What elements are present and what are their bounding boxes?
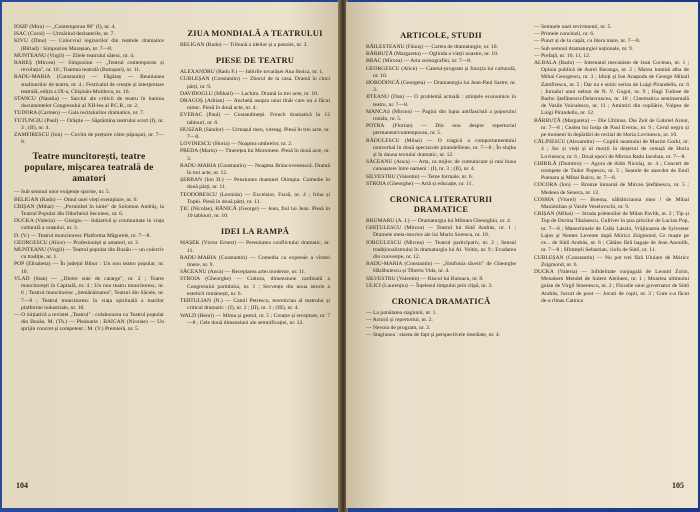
index-entry: ZAMFIRESCU (Ion) — Cuvînt de prețuire către păpușari, nr. 7—8. <box>14 132 164 146</box>
index-entry: RADU-MARIA (Constantin) — Comedia ca expresie a vîrstei tinere, nr. 9. <box>180 254 330 269</box>
index-entry: — Stagiunea : starea de fapt și perspectivele imediate, nr. 4. <box>366 331 501 338</box>
section-title-plays: PIESE DE TEATRU <box>215 55 295 66</box>
index-entry: — Actorii și repertoriul, nr. 2. <box>366 317 433 324</box>
index-entry: — Primele concluzii, nr. 6. <box>534 31 595 38</box>
index-entry: BELIGAN (Radu) — Omul unei vieți exemplare, nr. 6. <box>14 196 138 203</box>
index-entry: BĂILESTEANU (Fănuș) — Cartea de dramaturgie, nr. 10. <box>366 44 498 50</box>
index-entry: BĂRBUȚĂ (Margareta) — Die Ultimas. Die Zeit de Gabriel Arout, nr. 7—8 ; Cealea lui Iosip de Paul Everac, nr. 9 ; Cerul negru și pe moment în depărtări de recital de Horia Lovinescu, nr. 10. <box>534 117 689 139</box>
index-entry: STROIA (Gheorghe) — Artă și educație, nr. 11. <box>366 180 473 187</box>
index-entry: — Nevoia de program, nr. 3. <box>366 324 431 331</box>
index-entry: — O inițiativă a revistei „Teatrul" : colaborarea cu Teatrul popular din Buzău. M. (Th.) — Pledoarie ; BAICAN (Nicolae) — Un sprijin concret și competent ; M. (V.) Premieră, nr. 5. <box>14 311 164 333</box>
index-entry: IOSIF (Mira) — „Contemporan 80" (I), nr. 4. <box>14 24 116 30</box>
section-title-ideas-at-ramp: IDEI LA RAMPĂ <box>220 226 290 237</box>
index-entry: — Prefață, nr. 10, 11, 12. <box>534 52 591 59</box>
index-entry: POTRA (Florian) — Din nou despre repertoriul permanent/contemporan, nr. 5. <box>366 123 516 137</box>
index-entry: STANCU (Natalia) — Sarcini ale criticii de teatru în lumina documentelor Congresului al XII-lea al P.C.R., nr. 2. <box>14 96 164 110</box>
index-entry: SĂCEANU (Anca) — Receptarea artei moderne, nr. 11. <box>180 269 306 276</box>
index-entry: TUDORA (Carmen) — Gala recitalurilor dramatice, nr. 7. <box>14 110 145 117</box>
index-entry: D. (V.) — Teatrul muncitoresc Platforma Măgurele, nr. 7—8. <box>14 232 151 239</box>
index-entry: BRUMARU (A. I.) — Dramaturgia lui Mihnea Gheorghiu, nr. 4. <box>366 218 512 225</box>
index-entry: JITEANU (Dan) — O problemă actuală : științele economice în teatru, nr. 7—8. <box>366 94 516 108</box>
page-number-left: 104 <box>16 481 28 490</box>
right-column-1 <box>366 24 516 339</box>
left-column-2 <box>180 22 330 327</box>
section-title-dramatic-chronicle: CRONICA DRAMATICĂ <box>391 296 491 307</box>
index-entry: MANCAȘ (Mircea) — Pagini din lupta antifascistă a poporului român, nr. 5. <box>366 108 516 123</box>
index-entry: LOVINESCU (Horia) — Noaptea umbrelor, nr. 2. <box>180 141 293 148</box>
index-entry: CHIRILĂ (Dumitru) — Agora de Aldo Nicolaj, nr. 4 ; Concert de trompete de Tudor Popescu, nr. 5 ; Searele de anecdot de Emil Poenaru și Mihai Raicu, nr. 7—8. <box>534 160 689 182</box>
index-entry: CUBLEȘAN (Constantin) — Nu pot trei fără Ululare de Móricz Zsigmond, nr. 6. <box>534 254 689 268</box>
index-entry: DUCKA (Valeria) — Giurgiu — Inițiativă și continuitate în viața culturală a orașului, nr. 3. <box>14 218 164 232</box>
index-entry: RADU-MARIA (Constantin) — „Simfonia tăcerii" de Gheorghe Hărăbulescu și Tiberiu Vida, nr. 4. <box>366 261 516 275</box>
page-number-right: 105 <box>672 481 684 490</box>
index-entry: IORGULESCU (Mircea) — Teatrul participativ, nr. 2 ; Sensul tradiționalismului în dramaturgia lui Al. Voitin, nr. 9 ; Evadarea din convenție, nr. 12. <box>366 239 516 261</box>
index-entry: GEORGESCU (Alice) — Caietul-program și funcția lui culturală, nr. 10. <box>366 65 516 79</box>
index-entry: — La jumătatea stagiunii, nr. 1. <box>366 310 437 317</box>
index-entry: PREDA (Marin) — Tinerețea lui Moromete. Piesă în două acte, nr. 3. <box>180 148 330 162</box>
index-entry: MAȘEK (Victor Ernest) — Perenitatea conflictului dramatic, nr. 11. <box>180 240 330 254</box>
index-entry: CRIȘAN (Mihai) — „Porumbel în iunie" de Solomon Andrăș, la Teatrul Popular din Odorheiul Secuiesc, nr. 6. <box>14 203 164 218</box>
index-entry: DUCKA (Valeria) — Infidelitate conjugală de Leonid Zorin, Menahem Mendel de Sulem Aleihem, nr. 1 ; Moartea ultimului golan de Virgil Stoenescu, nr. 2 ; Floralie unui guvernator de Sütő András, Jocurt de poot — Jocuri de copii, nr. 3 ; Cum s-a făcut de-a rîmas Catinca <box>534 268 689 304</box>
index-entry: POP (Elisabeta) — În județul Bihor : Un nou teatru popular, nr. 10. <box>14 261 164 275</box>
index-entry: GHIȚULESCU (Mircea) — Teatrul lui Sütő András, nr. 1 ; Dramele meta-istorice ale lui Marin Sorescu, nr. 10. <box>366 225 516 239</box>
index-entry: SILVESTRU (Valentin) — Teme formale, nr. 6. <box>366 173 473 180</box>
index-entry: VLAD (Stan) — „Dintre sute de catarge", nr. 2 ; Teatre muncitorești în Capitală, nr. 4 ; Un nou teatru muncitoresc, nr. 6 ; Teatrul muncitoresc „Semănătoarea", Teatrul din Săcele, nr. 7—8 ; Teatrul muncitoresc în viața spirituală a marilor platforme industriale, nr. 10. <box>14 275 164 311</box>
index-entry: STROIA (Gheorghe) — Cultura, dimensiune cardinală a Congresului partidului, nr. 1 ; Secvențe din noua istorie a esteticii românești, nr. 6. <box>180 276 330 297</box>
index-entry: CUBLEȘAN (Constantin) — Zborul de la casa. Dramă în cinci părți, nr. 9. <box>180 76 330 90</box>
index-entry: RAREȘ (Mircea) — Simpozion — „Teatrul contemporan și revoluția", nr. 10 ; Toamna teatrală (Botoșani), nr. 11. <box>14 60 164 74</box>
index-entry: KIVU (Dinu) — Colocviul regizorilor din teatrele dramatice (Bîrlad) : Simpozion Mureșian, nr. 7—8. <box>14 38 164 52</box>
index-entry: BĂRBUȚĂ (Margareta) — Oglinda a vieții noastre, nr. 10. <box>366 51 499 58</box>
index-entry: CĂLINESCU (Alexandru) — Copilii neamului de Maxim Gorki, nr. 4 ; Joc și vieți și al morții în deșertul de cenușă de Horia Lovinescu, nr. 6 ; Două epoci de Mircea Radu Iacoban, nr. 7—8. <box>534 139 689 160</box>
index-entry: RADU-MARIA (Constantin) — Noaptea Brâncovenească. Dramă în trei acte, nr. 12. <box>180 162 330 177</box>
index-entry: DRAGOȘ (Adrian) — Anchetă asupra unui tînăr care nu a făcut nimic. Piesă în două acte, nr. 4. <box>180 98 330 112</box>
index-entry: MUNTEANU (Virgil) — Zilele teatrului sătesc, nr. 4. <box>14 52 135 59</box>
index-entry: ȘERBAN (Ion D.) — Pensiunea doamnei Olimpia. Comedie în două părți, nr. 11. <box>180 177 330 191</box>
index-entry: — Sub semnul dramaturgiei naționale, nr. 9. <box>534 45 634 52</box>
index-entry: SĂCEANU (Anca) — Arta, ca mijloc de comunicare și mai buna cunoaștere între oameni : (I), nr. 3 ; (II), nr. 4. <box>366 159 516 173</box>
index-entry: CRIȘAN (Mihai) — Strada prietenilor de Milan Pavlík, nr. 2 ; Tip și Top de Dorina Tănăsescu, Gulliver în țara piticilor de Lucian Pop, nr. 7—8 ; Manechinele de Csiki László, Vrăjitoarea de Sylvester Lajos și Nemes Levente după Móricz Zsigmond, Ce maște pe ce... de Sütő András, nr. 6 ; Cătăne fără bagaje de Jean Anouilh, nr. 7—8 ; Sfinteștii Sebastian, ciofu de Sütő, nr. 11. <box>534 211 690 254</box>
index-entry: — Semnele unei revirimenti, nr. 5. <box>534 24 612 30</box>
index-entry: DAVIDOGLU (Mihail) — Lachim. Dramă în trei acte, nr. 10. <box>180 90 319 97</box>
section-title-articles: ARTICOLE, STUDII <box>400 30 482 40</box>
section-title-amateur-theatre: Teatre muncitorești, teatre populare, mișcarea teatrală de amatori <box>24 152 154 185</box>
left-column-1 <box>14 24 164 334</box>
index-entry: TEODORESCU (Leonida) — Excelsior, Farsă, nr. 4 ; Irina și Topki. Piesă în două părți, nr. 11. <box>180 191 330 205</box>
index-entry: WALD (Henri) — Mima și gestul, nr. 5 ; Creație și receptare, nr. 7—8 ; Cele două dimensiuni ale semnificației, nr. 12. <box>180 312 330 326</box>
index-entry: BELIGAN (Radu) — Tribună a ideilor și a poeziei, nr. 3. <box>180 42 308 48</box>
index-entry: ALEXANDRU (Radu F.) — Iubirile tovarășei Ana Stoica, nr. 1. <box>180 69 324 76</box>
index-entry: ȚIC (Nicolae), BĂNICĂ (George) — Jean, fiul lui Jean. Piesă în 10 tablouri, nr. 10. <box>180 206 330 220</box>
index-entry: COCORA (Ion) — Bronze întoarsă de Mircea Ștefănescu, nr. 5 ; Medeea de Seneca, nr. 12. <box>534 182 689 196</box>
index-entry: HUSZAR (Sándor) — Urmașul meu, vitreag. Piesă în trei acte, nr. 7—8. <box>180 126 330 141</box>
index-entry: ISAC (Corol) — Urmărind dezbaterile, nr. 7. <box>14 31 115 38</box>
index-entry: TUTUNGIU (Paul) — Orăștie — Săptămîna teatrului scurt (I), nr. 3 ; (II), nr. 4. <box>14 117 164 131</box>
index-entry: ALBALA (Radu) — Internatul mecanism de Jean Cocteau, nr. 1 ; Opinia publică de Aurel Baranga, nr. 2 ; Marea lumină alba de Mihai Georgescu, nr. 3 ; Idioți și Ion Anapoda de George Mihail Zamfirescu, nr. 5 ; Dar nu e simic serios de Luigi Pirandello, nr. 6 ; Jurnalul unui nebun de N. V. Gogol, nr. 9 ; Hagi Tudose de Barbu Ștefănescu-Delavrancea, nr. 10 ; Cinematica sentimentală de Vasile Voiculescu, nr. 11 ; Amintiri din copilărie, Vulpea de Luigi Pirandello, nr. 12. <box>534 60 689 117</box>
left-page <box>2 2 340 508</box>
index-entry: BRAC (Mircea) — Arta scenografiei, nr. 7—8. <box>366 58 472 65</box>
right-page <box>346 2 698 508</box>
index-entry: RĂDULESCU (Mihai) — O tragică a comportamentului nonverbal în două spectacole pirandelliene, nr. 7—8 ; În slujba și în dauna textului dramatic, nr. 12. <box>366 137 516 159</box>
index-entry: EVERAC (Paul) — Costandinești. Freuch dramatică în 12 tablouri, nr. 6. <box>180 112 330 126</box>
index-entry: HORODINCĂ (Georgeta) — Dramaturgia lui Jean-Paul Sartre, nr. 3. <box>366 80 516 94</box>
index-entry: RADU-MARIA (Constantin) — Făgăraș — Reuniunea studiourilor de teatru, nr. 4 ; Festivalul de creație și interpretare teatrală, ediția a IX-a, Chișinău-Moldova, nr. 10. <box>14 74 164 95</box>
right-column-2 <box>534 24 689 305</box>
index-entry: GEORGESCU (Alice) — Profesioniști și amatori, nr. 3. <box>14 239 140 246</box>
section-title-dramatic-literature: CRONICA LITERATURII DRAMATICE <box>389 194 493 215</box>
index-entry: TERTULIAN (N.) — Camil Petrescu, teoretician al teatrului și criticul dramatic : (I), nr. 2 ; (II), nr. 3 ; (III), nr. 4. <box>180 298 330 312</box>
index-entry: ULICI (Laurențiu) — Înțelesul timpului prin clipă, nr. 3. <box>366 282 493 289</box>
index-entry: SILVESTRU (Valentin) — Riscul lui Bumacu, nr. 8. <box>366 275 484 282</box>
index-entry: COSMA (Viorel) — Boema, sălbăticianna mea ! de Mihai Maximilian și Vasile Veselovschi, nr. 9. <box>534 196 689 211</box>
index-entry: MUNTEANU (Virgil) — Teatrul popular din Buzău — un colectiv cu tradiție, nr. 1. <box>14 247 164 261</box>
section-title-world-theatre-day: ZIUA MONDIALĂ A TEATRULUI <box>187 28 323 38</box>
index-entry: — Punct și de la capăt, cu litera mare, nr. 7—8. <box>534 38 641 45</box>
index-entry: — Sub semnul unor exigențe sporite, nr. 5. <box>14 189 111 196</box>
